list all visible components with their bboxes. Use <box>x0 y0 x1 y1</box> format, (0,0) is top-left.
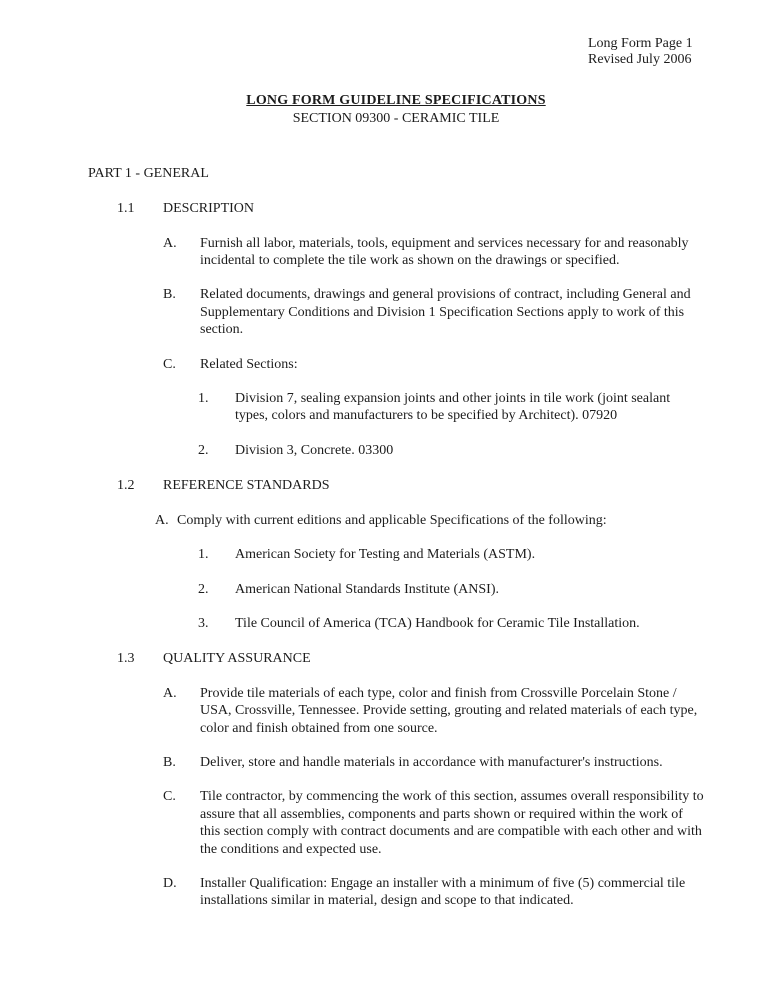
section-number: 1.3 <box>117 651 135 667</box>
item-label: D. <box>163 875 177 891</box>
part-heading: PART 1 - GENERAL <box>88 165 209 181</box>
item-label: C. <box>163 356 176 372</box>
list-item <box>163 235 704 270</box>
subitem-text: American National Standards Institute (ANSI). <box>235 581 499 597</box>
list-item <box>163 875 704 910</box>
section-1-3 <box>88 650 704 909</box>
title-block <box>88 92 704 128</box>
list-item <box>163 356 704 373</box>
list-item <box>163 286 704 338</box>
subitem-label: 3. <box>198 615 209 631</box>
section-heading: REFERENCE STANDARDS <box>163 478 330 494</box>
section-heading: DESCRIPTION <box>163 201 255 217</box>
item-text: Installer Qualification: Engage an installer with a minimum of five (5) commercial tile installations similar in material, design and scope to that indicated. <box>200 875 686 909</box>
subitem-label: 2. <box>198 581 209 597</box>
item-label: A. <box>163 235 177 251</box>
list-item <box>163 754 704 771</box>
document-subtitle: SECTION 09300 - CERAMIC TILE <box>292 111 500 127</box>
document-title: LONG FORM GUIDELINE SPECIFICATIONS <box>246 93 546 108</box>
item-text: Deliver, store and handle materials in accordance with manufacturer's instructions. <box>200 754 663 770</box>
sub-list-item <box>198 581 704 598</box>
subitem-text: Tile Council of America (TCA) Handbook for Ceramic Tile Installation. <box>235 615 640 631</box>
section-heading-row <box>117 477 704 494</box>
list-item <box>155 512 704 529</box>
item-label: B. <box>163 287 176 303</box>
item-text: Furnish all labor, materials, tools, equipment and services necessary for and reasonably incidental to complete the tile work as shown on the drawings or specified. <box>200 235 689 269</box>
section-1-2 <box>88 477 704 632</box>
item-text: Provide tile materials of each type, color and finish from Crossville Porcelain Stone / USA, Crossville, Tennessee. Provide setting, grouting and related materials of each type, color and finish obtained from one source. <box>200 685 698 736</box>
subitem-label: 2. <box>198 442 209 458</box>
page-header <box>588 36 704 68</box>
list-item <box>163 685 704 737</box>
section-1-1 <box>88 200 704 459</box>
section-heading-row <box>117 650 704 667</box>
sub-list-item <box>198 442 704 459</box>
item-label: C. <box>163 789 176 805</box>
item-text: Related Sections: <box>200 356 298 372</box>
item-label: A. <box>163 685 177 701</box>
item-text: Tile contractor, by commencing the work of this section, assumes overall responsibility to assure that all assemblies, components and parts shown or required within the work of this section comply with contract documents and are compatible with each other and with the conditions and expected use. <box>200 789 704 857</box>
section-number: 1.1 <box>117 201 135 217</box>
item-text: Related documents, drawings and general provisions of contract, including General and Supplementary Conditions and Division 1 Specification Sections apply to work of this section. <box>200 287 691 338</box>
page-header-line1: Long Form Page 1 <box>588 36 693 51</box>
page-header-line2: Revised July 2006 <box>588 52 692 67</box>
sub-list-item <box>198 615 704 632</box>
item-text: Comply with current editions and applicable Specifications of the following: <box>177 512 607 528</box>
subitem-label: 1. <box>198 391 209 407</box>
subitem-text: American Society for Testing and Materials (ASTM). <box>235 547 536 563</box>
subitem-text: Division 7, sealing expansion joints and other joints in tile work (joint sealant types, colors and manufacturers to be specified by Architect). 07920 <box>235 391 671 424</box>
item-label: A. <box>155 512 169 528</box>
section-heading: QUALITY ASSURANCE <box>163 651 311 667</box>
subitem-label: 1. <box>198 547 209 563</box>
item-label: B. <box>163 754 176 770</box>
section-heading-row <box>117 200 704 217</box>
sub-list-item <box>198 390 704 425</box>
subitem-text: Division 3, Concrete. 03300 <box>235 442 394 458</box>
list-item <box>163 788 704 858</box>
section-number: 1.2 <box>117 478 135 494</box>
sub-list-item <box>198 546 704 563</box>
